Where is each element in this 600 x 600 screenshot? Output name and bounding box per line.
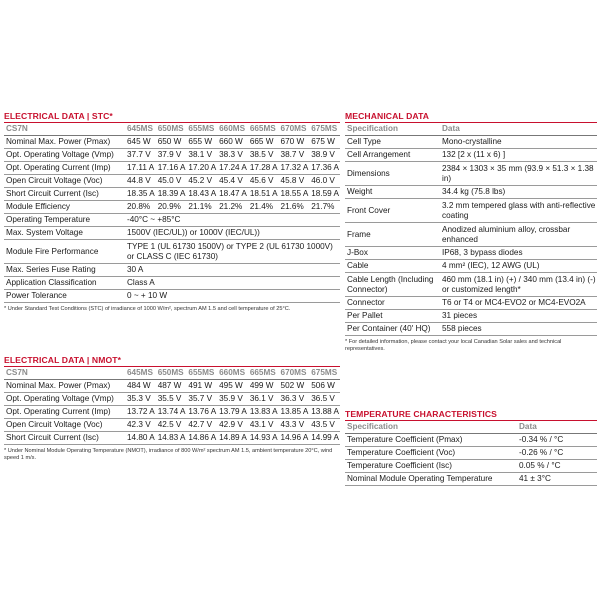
row-value: 38.3 V: [217, 149, 248, 162]
spec-value: Class A: [125, 277, 340, 290]
stc-title: ELECTRICAL DATA | STC*: [4, 110, 340, 123]
model-column-header: 670MS: [279, 123, 310, 136]
row-value: 38.5 V: [248, 149, 279, 162]
table-row: [4, 406, 340, 419]
row-value: 45.8 V: [279, 175, 310, 188]
table-row: [4, 162, 340, 175]
spec-label: Cable Length (Including Connector): [345, 273, 440, 297]
row-label: Nominal Max. Power (Pmax): [4, 380, 125, 393]
row-value: 17.20 A: [186, 162, 217, 175]
row-value: 655 W: [186, 136, 217, 149]
spec-label: Power Tolerance: [4, 290, 125, 303]
spec-row: [4, 227, 340, 240]
row-label: Short Circuit Current (Isc): [4, 188, 125, 201]
spec-row: [4, 214, 340, 227]
model-column-header: 655MS: [186, 367, 217, 380]
spec-value: 2384 × 1303 × 35 mm (93.9 × 51.3 × 1.38 in): [440, 162, 597, 186]
spec-value: -0.34 % / °C: [517, 434, 597, 447]
spec-row: [345, 460, 597, 473]
row-value: 491 W: [186, 380, 217, 393]
table-row: [4, 432, 340, 445]
spec-value: TYPE 1 (UL 61730 1500V) or TYPE 2 (UL 61730 1000V) or CLASS C (IEC 61730): [125, 240, 340, 264]
spec-value: 3.2 mm tempered glass with anti-reflective coating: [440, 199, 597, 223]
row-value: 45.2 V: [186, 175, 217, 188]
mech-table: [345, 123, 597, 336]
spec-label: Temperature Coefficient (Pmax): [345, 434, 517, 447]
spec-row: [4, 290, 340, 303]
row-value: 44.8 V: [125, 175, 156, 188]
model-column-header: 670MS: [279, 367, 310, 380]
row-value: 17.11 A: [125, 162, 156, 175]
spec-row: [345, 260, 597, 273]
spec-row: [4, 240, 340, 264]
spec-row: [345, 186, 597, 199]
row-value: 43.1 V: [248, 419, 279, 432]
model-column-header: 655MS: [186, 123, 217, 136]
row-value: 45.0 V: [156, 175, 187, 188]
row-value: 38.7 V: [279, 149, 310, 162]
table-row: [4, 201, 340, 214]
spec-label: Max. System Voltage: [4, 227, 125, 240]
spec-label: Module Fire Performance: [4, 240, 125, 264]
table-row: [4, 419, 340, 432]
row-label: Opt. Operating Current (Imp): [4, 162, 125, 175]
row-value: 21.7%: [309, 201, 340, 214]
spec-row: [345, 323, 597, 336]
row-value: 13.79 A: [217, 406, 248, 419]
spec-row: [345, 247, 597, 260]
spec-label: Cable: [345, 260, 440, 273]
spec-value: 30 A: [125, 264, 340, 277]
row-value: 42.5 V: [156, 419, 187, 432]
model-column-header: 675MS: [309, 367, 340, 380]
row-value: 499 W: [248, 380, 279, 393]
spec-row: [345, 199, 597, 223]
data-column-header: Data: [440, 123, 597, 136]
spec-row: [345, 273, 597, 297]
model-series-label: CS7N: [4, 367, 125, 380]
row-value: 14.83 A: [156, 432, 187, 445]
spec-value: 0 ~ + 10 W: [125, 290, 340, 303]
table-header-row: [4, 123, 340, 136]
stc-table: [4, 123, 340, 303]
row-value: 495 W: [217, 380, 248, 393]
row-value: 502 W: [279, 380, 310, 393]
row-value: 36.1 V: [248, 393, 279, 406]
spec-row: [4, 277, 340, 290]
spec-value: 41 ± 3°C: [517, 473, 597, 486]
model-series-label: CS7N: [4, 123, 125, 136]
spec-row: [4, 264, 340, 277]
row-value: 645 W: [125, 136, 156, 149]
spec-value: 460 mm (18.1 in) (+) / 340 mm (13.4 in) (-) or customized length*: [440, 273, 597, 297]
spec-label: Per Pallet: [345, 310, 440, 323]
spec-label: Per Container (40' HQ): [345, 323, 440, 336]
row-value: 14.99 A: [309, 432, 340, 445]
spec-value: 31 pieces: [440, 310, 597, 323]
row-value: 13.88 A: [309, 406, 340, 419]
spec-label: Front Cover: [345, 199, 440, 223]
row-value: 670 W: [279, 136, 310, 149]
spec-value: 34.4 kg (75.8 lbs): [440, 186, 597, 199]
row-value: 45.4 V: [217, 175, 248, 188]
spec-row: [345, 136, 597, 149]
model-column-header: 660MS: [217, 123, 248, 136]
table-header-row: [345, 421, 597, 434]
row-value: 46.0 V: [309, 175, 340, 188]
model-column-header: 650MS: [156, 123, 187, 136]
row-label: Module Efficiency: [4, 201, 125, 214]
spec-label: Weight: [345, 186, 440, 199]
spec-row: [345, 149, 597, 162]
spec-row: [345, 447, 597, 460]
row-value: 21.1%: [186, 201, 217, 214]
spec-label: Max. Series Fuse Rating: [4, 264, 125, 277]
row-value: 13.85 A: [279, 406, 310, 419]
model-column-header: 675MS: [309, 123, 340, 136]
row-value: 45.6 V: [248, 175, 279, 188]
row-value: 650 W: [156, 136, 187, 149]
row-value: 660 W: [217, 136, 248, 149]
spec-value: T6 or T4 or MC4-EVO2 or MC4-EVO2A: [440, 297, 597, 310]
model-column-header: 665MS: [248, 367, 279, 380]
model-column-header: 645MS: [125, 367, 156, 380]
spec-value: 4 mm² (IEC), 12 AWG (UL): [440, 260, 597, 273]
row-value: 14.93 A: [248, 432, 279, 445]
row-value: 20.9%: [156, 201, 187, 214]
spec-value: IP68, 3 bypass diodes: [440, 247, 597, 260]
model-column-header: 650MS: [156, 367, 187, 380]
nmot-section: [4, 354, 340, 462]
table-row: [4, 380, 340, 393]
spec-value: 558 pieces: [440, 323, 597, 336]
row-value: 675 W: [309, 136, 340, 149]
spec-value: 1500V (IEC/UL)) or 1000V (IEC/UL)): [125, 227, 340, 240]
table-row: [4, 136, 340, 149]
table-header-row: [4, 367, 340, 380]
row-value: 14.80 A: [125, 432, 156, 445]
spec-row: [345, 310, 597, 323]
row-value: 18.55 A: [279, 188, 310, 201]
row-value: 13.76 A: [186, 406, 217, 419]
spec-value: -40°C ~ +85°C: [125, 214, 340, 227]
row-value: 43.3 V: [279, 419, 310, 432]
spec-row: [345, 434, 597, 447]
row-value: 17.32 A: [279, 162, 310, 175]
row-value: 18.51 A: [248, 188, 279, 201]
spec-column-header: Specification: [345, 123, 440, 136]
row-value: 21.2%: [217, 201, 248, 214]
row-value: 18.43 A: [186, 188, 217, 201]
spec-label: Dimensions: [345, 162, 440, 186]
stc-section: [4, 110, 340, 313]
row-label: Opt. Operating Voltage (Vmp): [4, 149, 125, 162]
table-row: [4, 188, 340, 201]
spec-row: [345, 223, 597, 247]
spec-row: [345, 297, 597, 310]
row-value: 17.28 A: [248, 162, 279, 175]
model-column-header: 665MS: [248, 123, 279, 136]
mech-footnote: * For detailed information, please contact your local Canadian Solar sales and technical representatives.: [345, 339, 562, 352]
nmot-footnote: * Under Nominal Module Operating Temperature (NMOT), irradiance of 800 W/m² spectrum AM 1.5, ambient temperature 20°C, wind speed 1 m/s.: [4, 448, 333, 461]
row-label: Open Circuit Voltage (Voc): [4, 175, 125, 188]
row-value: 42.7 V: [186, 419, 217, 432]
table-row: [4, 149, 340, 162]
model-column-header: 660MS: [217, 367, 248, 380]
row-value: 36.3 V: [279, 393, 310, 406]
row-value: 17.24 A: [217, 162, 248, 175]
spec-value: 132 [2 x (11 x 6) ]: [440, 149, 597, 162]
row-value: 14.86 A: [186, 432, 217, 445]
spec-label: Frame: [345, 223, 440, 247]
row-value: 35.9 V: [217, 393, 248, 406]
row-value: 21.6%: [279, 201, 310, 214]
temp-section: [345, 408, 597, 486]
nmot-title: ELECTRICAL DATA | NMOT*: [4, 354, 340, 367]
spec-value: Mono-crystalline: [440, 136, 597, 149]
row-label: Opt. Operating Voltage (Vmp): [4, 393, 125, 406]
row-value: 13.83 A: [248, 406, 279, 419]
spec-value: -0.26 % / °C: [517, 447, 597, 460]
row-value: 37.9 V: [156, 149, 187, 162]
table-row: [4, 175, 340, 188]
row-value: 43.5 V: [309, 419, 340, 432]
row-value: 42.3 V: [125, 419, 156, 432]
spec-label: Connector: [345, 297, 440, 310]
row-value: 35.3 V: [125, 393, 156, 406]
row-value: 13.72 A: [125, 406, 156, 419]
spec-label: J-Box: [345, 247, 440, 260]
row-label: Opt. Operating Current (Imp): [4, 406, 125, 419]
row-value: 13.74 A: [156, 406, 187, 419]
row-value: 35.7 V: [186, 393, 217, 406]
row-value: 18.35 A: [125, 188, 156, 201]
spec-value: Anodized aluminium alloy, crossbar enhanced: [440, 223, 597, 247]
row-label: Open Circuit Voltage (Voc): [4, 419, 125, 432]
mech-title: MECHANICAL DATA: [345, 110, 597, 123]
row-value: 38.9 V: [309, 149, 340, 162]
stc-footnote: * Under Standard Test Conditions (STC) of irradiance of 1000 W/m², spectrum AM 1.5 and cell temperature of 25°C.: [4, 306, 291, 312]
row-value: 17.36 A: [309, 162, 340, 175]
table-header-row: [345, 123, 597, 136]
row-value: 42.9 V: [217, 419, 248, 432]
row-value: 17.16 A: [156, 162, 187, 175]
spec-value: 0.05 % / °C: [517, 460, 597, 473]
row-value: 665 W: [248, 136, 279, 149]
nmot-table: [4, 367, 340, 445]
row-value: 18.39 A: [156, 188, 187, 201]
row-value: 21.4%: [248, 201, 279, 214]
spec-label: Cell Arrangement: [345, 149, 440, 162]
row-value: 18.59 A: [309, 188, 340, 201]
row-value: 36.5 V: [309, 393, 340, 406]
temp-title: TEMPERATURE CHARACTERISTICS: [345, 408, 597, 421]
data-column-header: Data: [517, 421, 597, 434]
row-label: Nominal Max. Power (Pmax): [4, 136, 125, 149]
row-value: 35.5 V: [156, 393, 187, 406]
mech-section: [345, 110, 597, 353]
model-column-header: 645MS: [125, 123, 156, 136]
row-value: 506 W: [309, 380, 340, 393]
table-row: [4, 393, 340, 406]
row-label: Short Circuit Current (Isc): [4, 432, 125, 445]
spec-row: [345, 162, 597, 186]
row-value: 20.8%: [125, 201, 156, 214]
row-value: 14.89 A: [217, 432, 248, 445]
row-value: 14.96 A: [279, 432, 310, 445]
spec-label: Nominal Module Operating Temperature: [345, 473, 517, 486]
temp-table: [345, 421, 597, 486]
row-value: 37.7 V: [125, 149, 156, 162]
spec-row: [345, 473, 597, 486]
row-value: 484 W: [125, 380, 156, 393]
spec-label: Cell Type: [345, 136, 440, 149]
row-value: 38.1 V: [186, 149, 217, 162]
spec-label: Application Classification: [4, 277, 125, 290]
spec-label: Operating Temperature: [4, 214, 125, 227]
spec-column-header: Specification: [345, 421, 517, 434]
row-value: 18.47 A: [217, 188, 248, 201]
spec-label: Temperature Coefficient (Voc): [345, 447, 517, 460]
row-value: 487 W: [156, 380, 187, 393]
spec-label: Temperature Coefficient (Isc): [345, 460, 517, 473]
